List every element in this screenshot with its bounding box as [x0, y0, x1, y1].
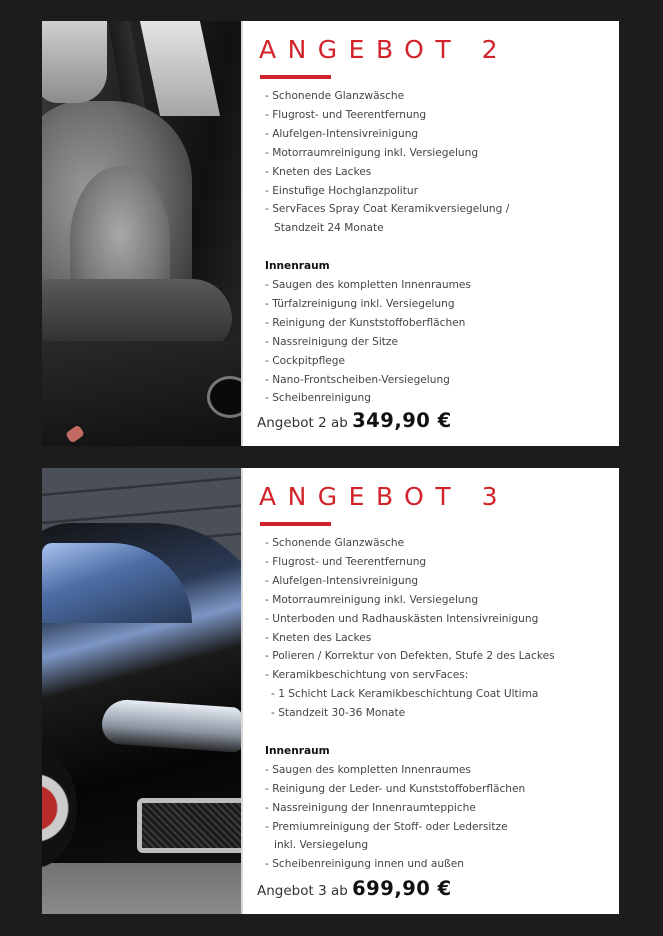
list-item-continuation: Standzeit 24 Monate	[274, 222, 384, 235]
list-item: - Saugen des kompletten Innenraumes	[265, 763, 471, 776]
title-underline	[260, 522, 331, 526]
list-item: - Scheibenreinigung	[265, 392, 371, 405]
list-item: - Premiumreinigung der Stoff- oder Ledersitze	[265, 820, 508, 833]
list-item: - Nassreinigung der Sitze	[265, 335, 398, 348]
list-item: - Alufelgen-Intensivreinigung	[265, 127, 419, 140]
offer-price	[257, 877, 452, 900]
price-label: Angebot 3 ab	[257, 883, 348, 899]
list-item: - Flugrost- und Teerentfernung	[265, 108, 427, 121]
title-underline	[260, 75, 331, 79]
list-item: - ServFaces Spray Coat Keramikversiegelung /	[265, 203, 510, 216]
car-seat-interior-photo	[42, 21, 241, 446]
list-item: - Einstufige Hochglanzpolitur	[265, 184, 418, 197]
interior-heading: Innenraum	[265, 260, 330, 273]
list-item: - Nano-Frontscheiben-Versiegelung	[265, 373, 450, 386]
price-value: 699,90 €	[352, 877, 452, 900]
list-item-continuation: inkl. Versiegelung	[274, 839, 369, 852]
list-item: - Scheibenreinigung innen und außen	[265, 858, 464, 871]
list-item: - Reinigung der Leder- und Kunststoffoberflächen	[265, 782, 526, 795]
offer-2-service-list	[265, 87, 611, 408]
price-label: Angebot 2 ab	[257, 415, 348, 431]
list-item: - Kneten des Lackes	[265, 631, 372, 644]
list-item: - Nassreinigung der Innenraumteppiche	[265, 801, 476, 814]
list-item: - Flugrost- und Teerentfernung	[265, 555, 427, 568]
offer-card-3	[42, 468, 619, 914]
list-item: - Schonende Glanzwäsche	[265, 537, 405, 549]
interior-heading: Innenraum	[265, 744, 330, 757]
list-item: - Saugen des kompletten Innenraumes	[265, 279, 471, 292]
list-item: - Türfalzreinigung inkl. Versiegelung	[265, 297, 455, 310]
list-item: - Reinigung der Kunststoffoberflächen	[265, 316, 466, 329]
offer-2-details	[241, 21, 619, 446]
list-item: - Motorraumreinigung inkl. Versiegelung	[265, 146, 479, 159]
offer-3-service-list	[265, 534, 611, 874]
offer-3-details	[241, 468, 619, 914]
list-item: - Alufelgen-Intensivreinigung	[265, 574, 419, 587]
list-item: - Motorraumreinigung inkl. Versiegelung	[265, 593, 479, 606]
list-item: - Keramikbeschichtung von servFaces:	[265, 669, 469, 682]
offer-price	[257, 409, 452, 432]
list-item: - Kneten des Lackes	[265, 165, 372, 178]
offer-title: ANGEBOT 2	[259, 35, 509, 64]
offer-title: ANGEBOT 3	[259, 482, 509, 511]
list-item: - Polieren / Korrektur von Defekten, Stufe 2 des Lackes	[265, 650, 555, 663]
list-item: - Schonende Glanzwäsche	[265, 90, 405, 102]
price-value: 349,90 €	[352, 409, 452, 432]
black-car-front-photo	[42, 468, 241, 914]
list-item: - Cockpitpflege	[265, 354, 346, 367]
list-item: - Unterboden und Radhauskästen Intensivreinigung	[265, 612, 539, 625]
list-subitem: - 1 Schicht Lack Keramikbeschichtung Coat Ultima	[271, 688, 539, 701]
offer-card-2	[42, 21, 619, 446]
list-subitem: - Standzeit 30-36 Monate	[271, 707, 406, 720]
